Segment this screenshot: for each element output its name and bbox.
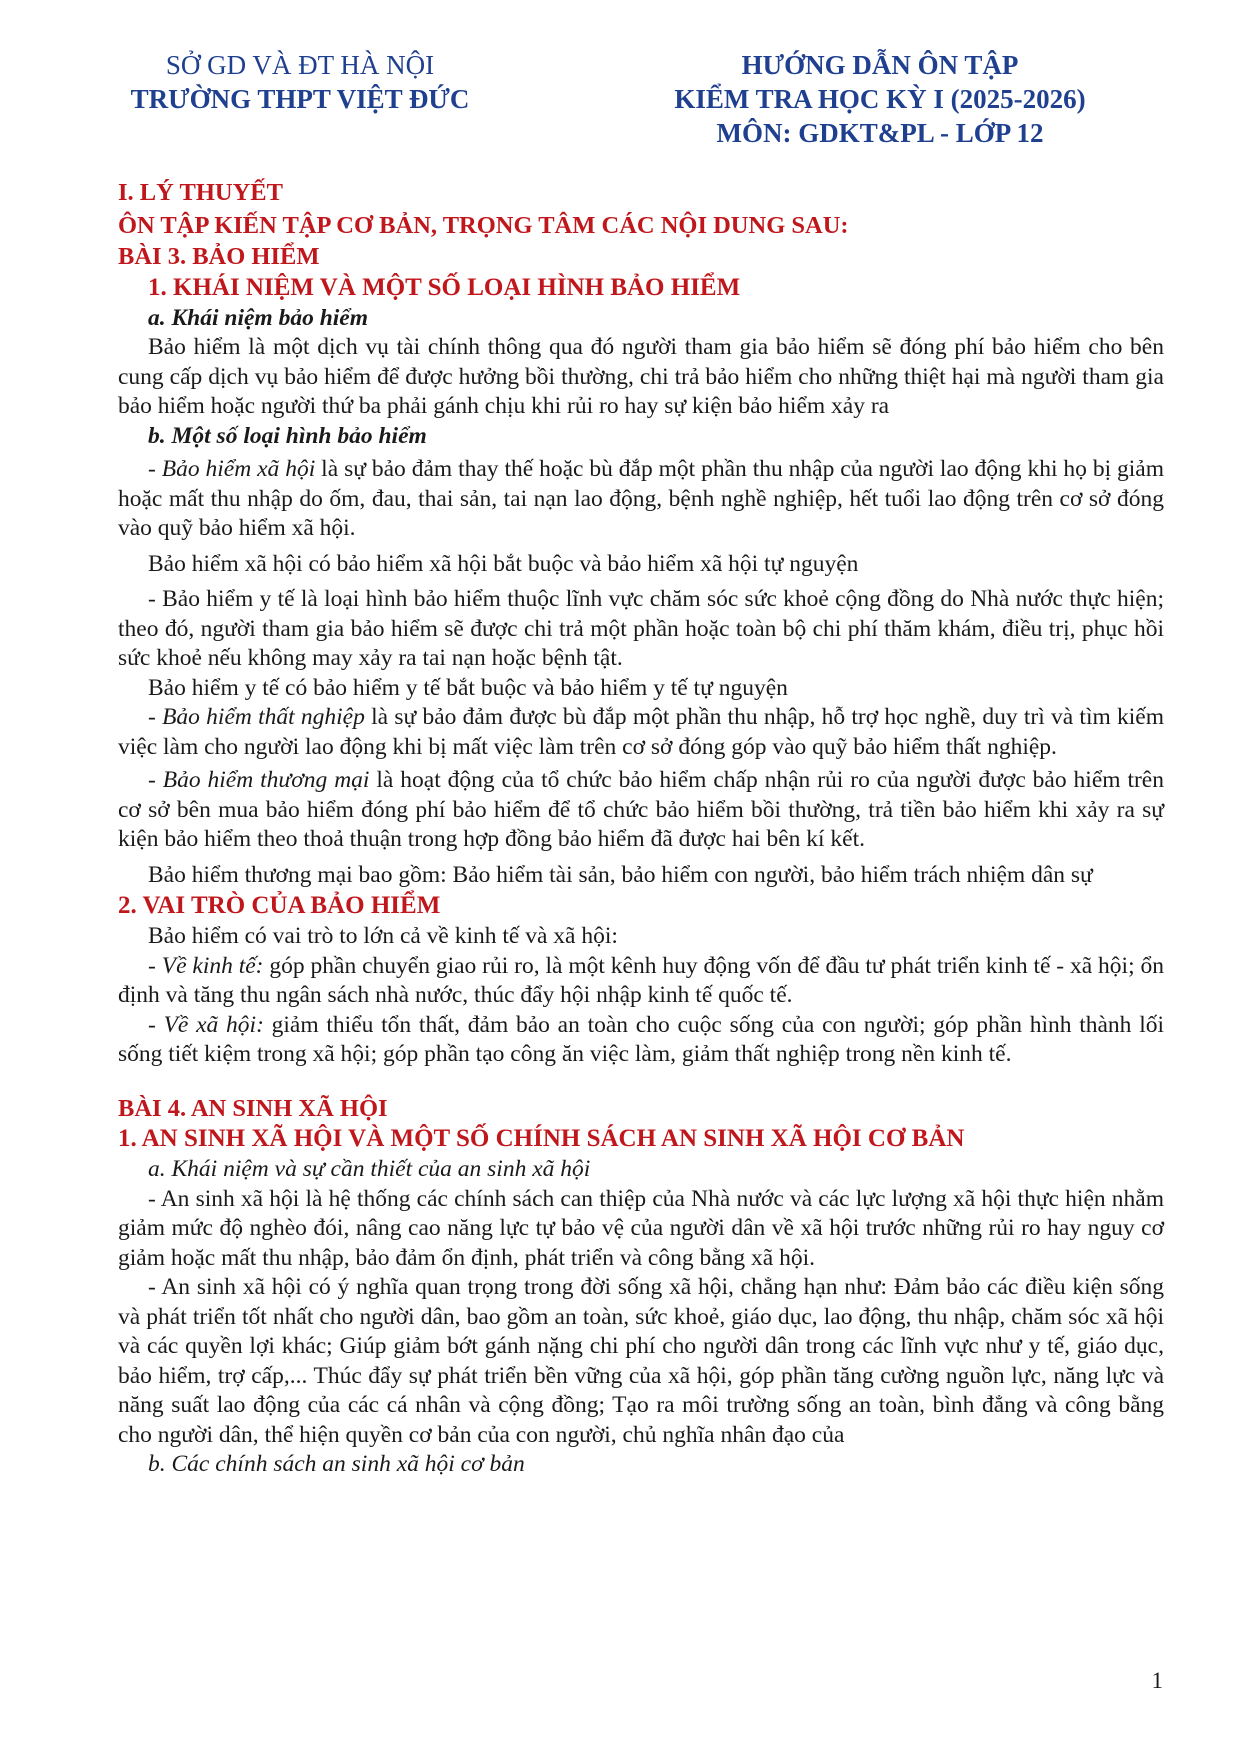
exam-title: KIỂM TRA HỌC KỲ I (2025-2026): [674, 84, 1086, 114]
commercial-insurance-text: là hoạt động của tổ chức bảo hiểm chấp nhận rủi ro của người được bảo hiểm trên cơ sở bên mua bảo hiểm đóng phí bảo hiểm để tổ chức bảo hiểm bồi thường, trả tiền bảo hiểm khi xảy ra sự kiện bảo hiểm theo thoả thuận trong hợp đồng bảo hiểm đã được hai bên kí kết.: [118, 767, 1164, 852]
commercial-insurance-paragraph: - Bảo hiểm thương mại là hoạt động của tổ chức bảo hiểm chấp nhận rủi ro của người được bảo hiểm trên cơ sở bên mua bảo hiểm đóng phí bảo hiểm để tổ chức bảo hiểm bồi thường, trả tiền bảo hiểm khi xảy ra sự kiện bảo hiểm theo thoả thuận trong hợp đồng bảo hiểm đã được hai bên kí kết.: [118, 767, 1164, 852]
document-body: [118, 178, 1164, 1480]
section-title: I. LÝ THUYẾT: [118, 179, 283, 206]
social-security-significance: - An sinh xã hội có ý nghĩa quan trọng trong đời sống xã hội, chẳng hạn như: Đảm bảo các điều kiện sống và phát triển tốt nhất cho người dân, bao gồm an toàn, sức khoẻ, giáo dục, lao động, thu nhập, chăm sóc xã hội và các quyền lợi khác; Giúp giảm bớt gánh nặng chi phí cho người dân trong các lĩnh vực như y tế, giáo dục, bảo hiểm, trợ cấp,... Thúc đẩy sự phát triển bền vững của xã hội, góp phần tăng cường nguồn lực, năng lực và năng suất lao động của các cá nhân và cộng đồng; Tạo ra môi trường sống an toàn, bình đẳng và công bằng cho người dân, thể hiện quyền cơ bản của con người, chủ nghĩa nhân đạo của: [118, 1274, 1164, 1448]
social-insurance-types: Bảo hiểm xã hội có bảo hiểm xã hội bắt buộc và bảo hiểm xã hội tự nguyện: [148, 550, 859, 577]
lesson3-subheading-b: b. Một số loại hình bảo hiểm: [148, 422, 427, 449]
unemployment-insurance-term: Bảo hiểm thất nghiệp: [162, 704, 365, 730]
social-insurance-term: Bảo hiểm xã hội: [161, 456, 316, 482]
health-insurance-types: Bảo hiểm y tế có bảo hiểm y tế bắt buộc và bảo hiểm y tế tự nguyện: [148, 674, 788, 701]
social-role-text: giảm thiểu tổn thất, đảm bảo an toàn cho cuộc sống của con người; góp phần hình thành lối sống tiết kiệm trong xã hội; góp phần tạo công ăn việc làm, giảm thất nghiệp trong nền kinh tế.: [118, 1011, 1164, 1067]
subject-title: MÔN: GDKT&PL - LỚP 12: [716, 118, 1044, 148]
insurance-definition: Bảo hiểm là một dịch vụ tài chính thông qua đó người tham gia bảo hiểm sẽ đóng phí bảo hiểm cho bên cung cấp dịch vụ bảo hiểm để được hưởng bồi thường, chi trả bảo hiểm cho những thiệt hại mà người tham gia bảo hiểm hoặc người thứ ba phải gánh chịu khi rủi ro hay sự kiện bảo hiểm xảy ra: [118, 334, 1164, 419]
unemployment-insurance-text: là sự bảo đảm được bù đắp một phần thu nhập, hỗ trợ học nghề, duy trì và tìm kiếm việc làm cho người lao động khi bị mất việc làm trên cơ sở đóng góp vào quỹ bảo hiểm thất nghiệp.: [118, 704, 1164, 760]
page-number: 1: [1151, 1668, 1163, 1693]
header-left: [105, 48, 495, 116]
insurance-role-social: - Về xã hội: giảm thiểu tổn thất, đảm bảo an toàn cho cuộc sống của con người; góp phần hình thành lối sống tiết kiệm trong xã hội; góp phần tạo công ăn việc làm, giảm thất nghiệp trong nền kinh tế.: [118, 1011, 1164, 1067]
lesson3-heading-2: 2. VAI TRÒ CỦA BẢO HIỂM: [118, 892, 441, 919]
department-name: SỞ GD VÀ ĐT HÀ NỘI: [165, 50, 435, 80]
insurance-role-intro: Bảo hiểm có vai trò to lớn cả về kinh tế và xã hội:: [148, 923, 618, 949]
social-insurance-paragraph: - Bảo hiểm xã hội là sự bảo đảm thay thế hoặc bù đắp một phần thu nhập của người lao động khi họ bị giảm hoặc mất thu nhập do ốm, đau, thai sản, tai nạn lao động, bệnh nghề nghiệp, hết tuổi lao động trên cơ sở đóng vào quỹ bảo hiểm xã hội.: [118, 456, 1165, 541]
lesson4-heading-1: 1. AN SINH XÃ HỘI VÀ MỘT SỐ CHÍNH SÁCH AN SINH XÃ HỘI CƠ BẢN: [118, 1125, 965, 1152]
social-security-definition: - An sinh xã hội là hệ thống các chính sách can thiệp của Nhà nước và các lực lượng xã hội thực hiện nhằm giảm mức độ nghèo đói, nâng cao năng lực tự bảo vệ của người dân về xã hội trước những rủi ro hay nguy cơ giảm hoặc mất thu nhập, bảo đảm ổn định, phát triển và công bằng xã hội.: [118, 1185, 1164, 1271]
insurance-role-economic: - Về kinh tế: góp phần chuyển giao rủi ro, là một kênh huy động vốn để đầu tư phát triển kinh tế - xã hội; ổn định và tăng thu ngân sách nhà nước, thúc đẩy hội nhập kinh tế quốc tế.: [118, 952, 1164, 1008]
health-insurance-paragraph: - Bảo hiểm y tế là loại hình bảo hiểm thuộc lĩnh vực chăm sóc sức khoẻ cộng đồng do Nhà nước thực hiện; theo đó, người tham gia bảo hiểm sẽ được chi trả một phần hoặc toàn bộ chi phí thăm khám, điều trị, phục hồi sức khoẻ nếu không may xảy ra tai nạn hoặc bệnh tật.: [118, 586, 1164, 671]
lesson4-subheading-b: b. Các chính sách an sinh xã hội cơ bản: [148, 1451, 525, 1477]
review-title: ÔN TẬP KIẾN TẬP CƠ BẢN, TRỌNG TÂM CÁC NỘI DUNG SAU:: [118, 211, 849, 239]
social-insurance-text: là sự bảo đảm thay thế hoặc bù đắp một phần thu nhập của người lao động khi họ bị giảm hoặc mất thu nhập do ốm, đau, thai sản, tai nạn lao động, bệnh nghề nghiệp, hết tuổi lao động trên cơ sở đóng vào quỹ bảo hiểm xã hội.: [118, 456, 1165, 541]
doc-title: HƯỚNG DẪN ÔN TẬP: [741, 50, 1019, 80]
economic-role-term: Về kinh tế:: [161, 952, 264, 979]
school-name: TRƯỜNG THPT VIỆT ĐỨC: [130, 84, 470, 114]
commercial-insurance-types: Bảo hiểm thương mại bao gồm: Bảo hiểm tài sản, bảo hiểm con người, bảo hiểm trách nhiệm dân sự: [148, 861, 1093, 888]
header-right: [650, 48, 1110, 150]
lesson4-subheading-a: a. Khái niệm và sự cần thiết của an sinh xã hội: [148, 1156, 591, 1182]
unemployment-insurance-paragraph: - Bảo hiểm thất nghiệp là sự bảo đảm được bù đắp một phần thu nhập, hỗ trợ học nghề, duy trì và tìm kiếm việc làm cho người lao động khi bị mất việc làm trên cơ sở đóng góp vào quỹ bảo hiểm thất nghiệp.: [118, 704, 1164, 760]
social-role-term: Về xã hội:: [163, 1011, 264, 1038]
lesson3-subheading-a: a. Khái niệm bảo hiểm: [148, 304, 369, 331]
economic-role-text: góp phần chuyển giao rủi ro, là một kênh huy động vốn để đầu tư phát triển kinh tế - xã hội; ổn định và tăng thu ngân sách nhà nước, thúc đẩy hội nhập kinh tế quốc tế.: [118, 952, 1164, 1008]
lesson3-title: BÀI 3. BẢO HIỂM: [118, 243, 320, 270]
lesson4-title: BÀI 4. AN SINH XÃ HỘI: [118, 1094, 388, 1122]
lesson3-heading-1: 1. KHÁI NIỆM VÀ MỘT SỐ LOẠI HÌNH BẢO HIỂM: [148, 273, 741, 301]
commercial-insurance-term: Bảo hiểm thương mại: [162, 767, 370, 793]
